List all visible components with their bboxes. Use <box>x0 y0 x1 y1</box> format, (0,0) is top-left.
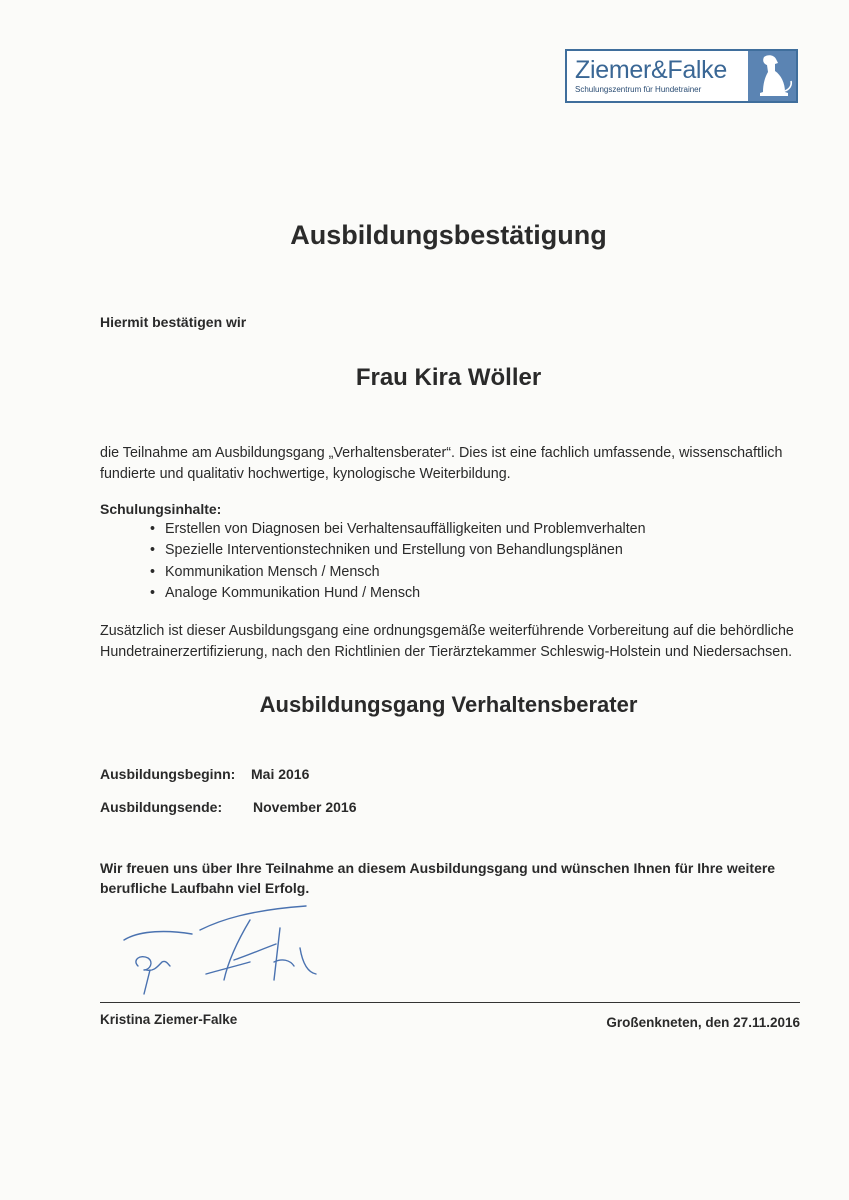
training-contents-heading: Schulungsinhalte: <box>100 501 222 517</box>
course-title: Ausbildungsgang Verhaltensberater <box>259 692 638 717</box>
handwritten-signature <box>110 900 340 1005</box>
end-date-label: Ausbildungsende: <box>100 799 223 815</box>
logo-name: Ziemer&Falke <box>575 56 727 84</box>
list-item: • Spezielle Interventionstechniken und Erstellung von Behandlungsplänen <box>150 540 646 561</box>
end-date-row <box>100 799 357 815</box>
logo-subtitle: Schulungszentrum für Hundetrainer <box>575 85 702 94</box>
recipient-name: Frau Kira Wöller <box>355 364 542 391</box>
description-paragraph: die Teilnahme am Ausbildungsgang „Verhaltensberater“. Dies ist eine fachlich umfassende, wissenschaftlich fundierte und qualitativ hochwertige, kynologische Weiterbildung. <box>100 445 783 482</box>
end-date-value: November 2016 <box>253 799 357 815</box>
dog-icon <box>748 51 796 101</box>
preparation-paragraph: Zusätzlich ist dieser Ausbildungsgang eine ordnungsgemäße weiterführende Vorbereitung auf die behördliche Hundetrainerzertifizierung, nach den Richtlinien der Tierärztekammer Schleswig-Holstein und Niedersachsen. <box>100 623 794 660</box>
list-item: • Kommunikation Mensch / Mensch <box>150 562 646 583</box>
start-date-value: Mai 2016 <box>251 766 310 782</box>
list-item: • Analoge Kommunikation Hund / Mensch <box>150 583 646 604</box>
intro-text: Hiermit bestätigen wir <box>100 314 247 330</box>
training-contents-list <box>150 519 646 604</box>
list-item: • Erstellen von Diagnosen bei Verhaltensauffälligkeiten und Problemverhalten <box>150 519 646 540</box>
document-title: Ausbildungsbestätigung <box>290 220 607 250</box>
closing-text: Wir freuen uns über Ihre Teilnahme an diesem Ausbildungsgang und wünschen Ihnen für Ihre weitere berufliche Laufbahn viel Erfolg. <box>100 860 776 896</box>
place-and-date: Großenkneten, den 27.11.2016 <box>606 1015 800 1030</box>
signature-line <box>100 1002 800 1003</box>
start-date-row <box>100 766 310 782</box>
company-logo <box>565 49 798 103</box>
signer-name: Kristina Ziemer-Falke <box>100 1012 238 1027</box>
start-date-label: Ausbildungsbeginn: <box>100 766 236 782</box>
